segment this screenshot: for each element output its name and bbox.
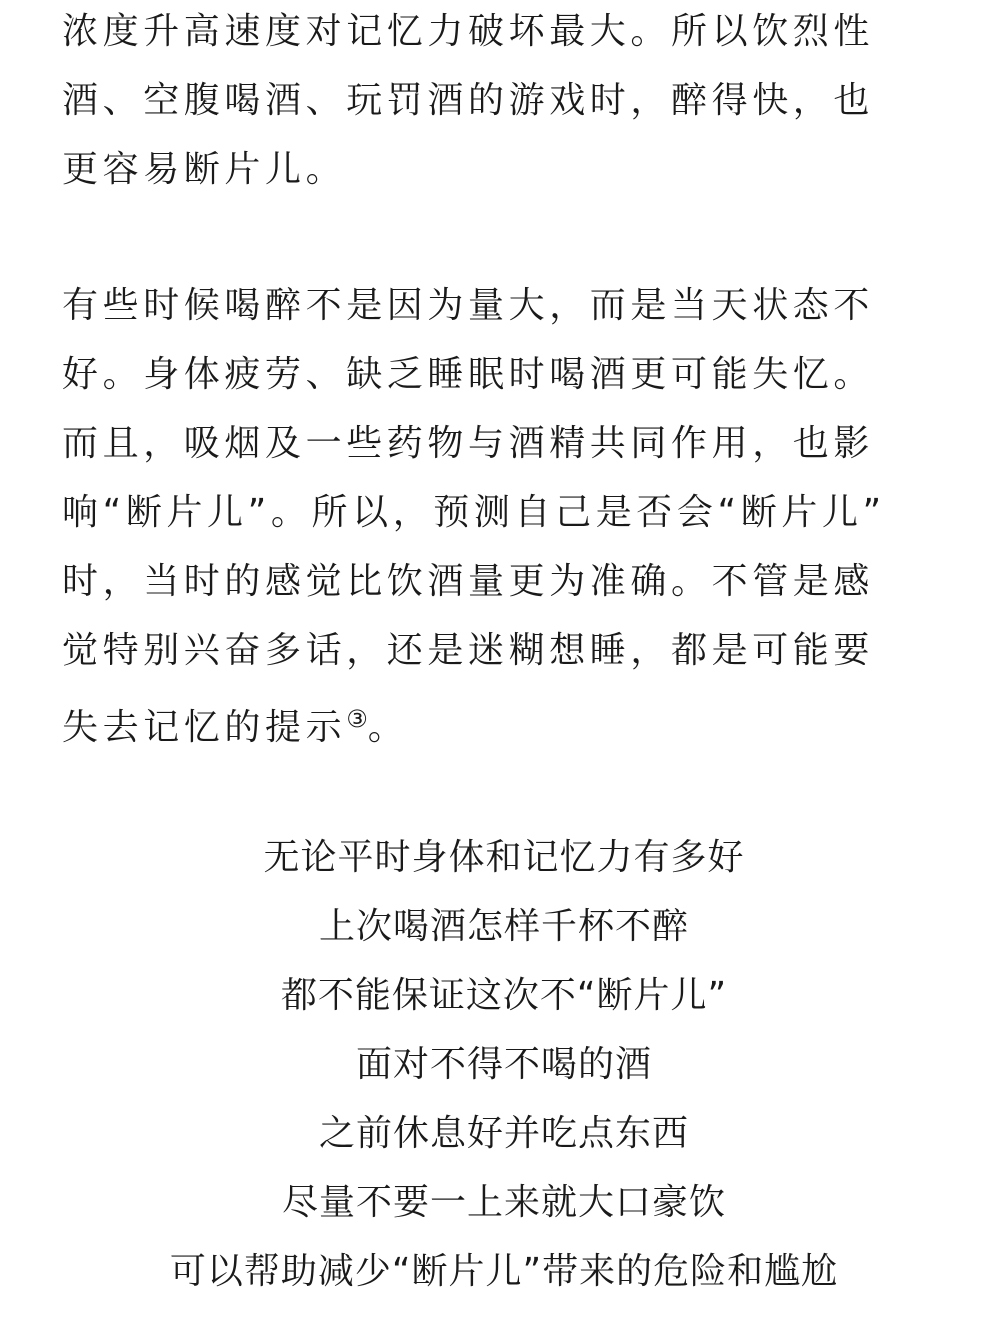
summary-line: 上次喝酒怎样千杯不醉: [318, 906, 689, 947]
summary-line: 尽量不要一上来就大口豪饮: [281, 1182, 726, 1223]
text-line: 更容易断片儿。: [62, 149, 347, 190]
summary-line: 无论平时身体和记忆力有多好: [263, 837, 745, 878]
paragraph-alcohol-speed: [62, 0, 992, 204]
text-line: 有些时候喝醉不是因为量大，而是当天状态不: [62, 285, 875, 326]
text-line: 酒、空腹喝酒、玩罚酒的游戏时，醉得快，也: [62, 80, 875, 121]
summary-line: 面对不得不喝的酒: [355, 1044, 652, 1085]
text-line: 好。身体疲劳、缺乏睡眠时喝酒更可能失忆。: [62, 354, 875, 395]
centered-summary: [0, 823, 1008, 1306]
text-fragment: 。: [367, 707, 409, 748]
text-line: 响“断片儿”。所以，预测自己是否会“断片儿”: [62, 492, 886, 533]
text-line: 而且，吸烟及一些药物与酒精共同作用，也影: [62, 423, 875, 464]
paragraph-body-state: [62, 271, 992, 754]
text-line: 浓度升高速度对记忆力破坏最大。所以饮烈性: [62, 11, 875, 52]
text-line-last: [62, 685, 992, 754]
text-fragment: 失去记忆的提示: [62, 707, 347, 748]
text-line: 觉特别兴奋多话，还是迷糊想睡，都是可能要: [62, 630, 875, 671]
summary-line: 之前休息好并吃点东西: [318, 1113, 689, 1154]
summary-line: 可以帮助减少“断片儿”带来的危险和尴尬: [169, 1251, 839, 1292]
text-line: 时，当时的感觉比饮酒量更为准确。不管是感: [62, 561, 875, 602]
reference-marker: ③: [346, 705, 368, 733]
summary-line: 都不能保证这次不“断片儿”: [280, 975, 728, 1016]
